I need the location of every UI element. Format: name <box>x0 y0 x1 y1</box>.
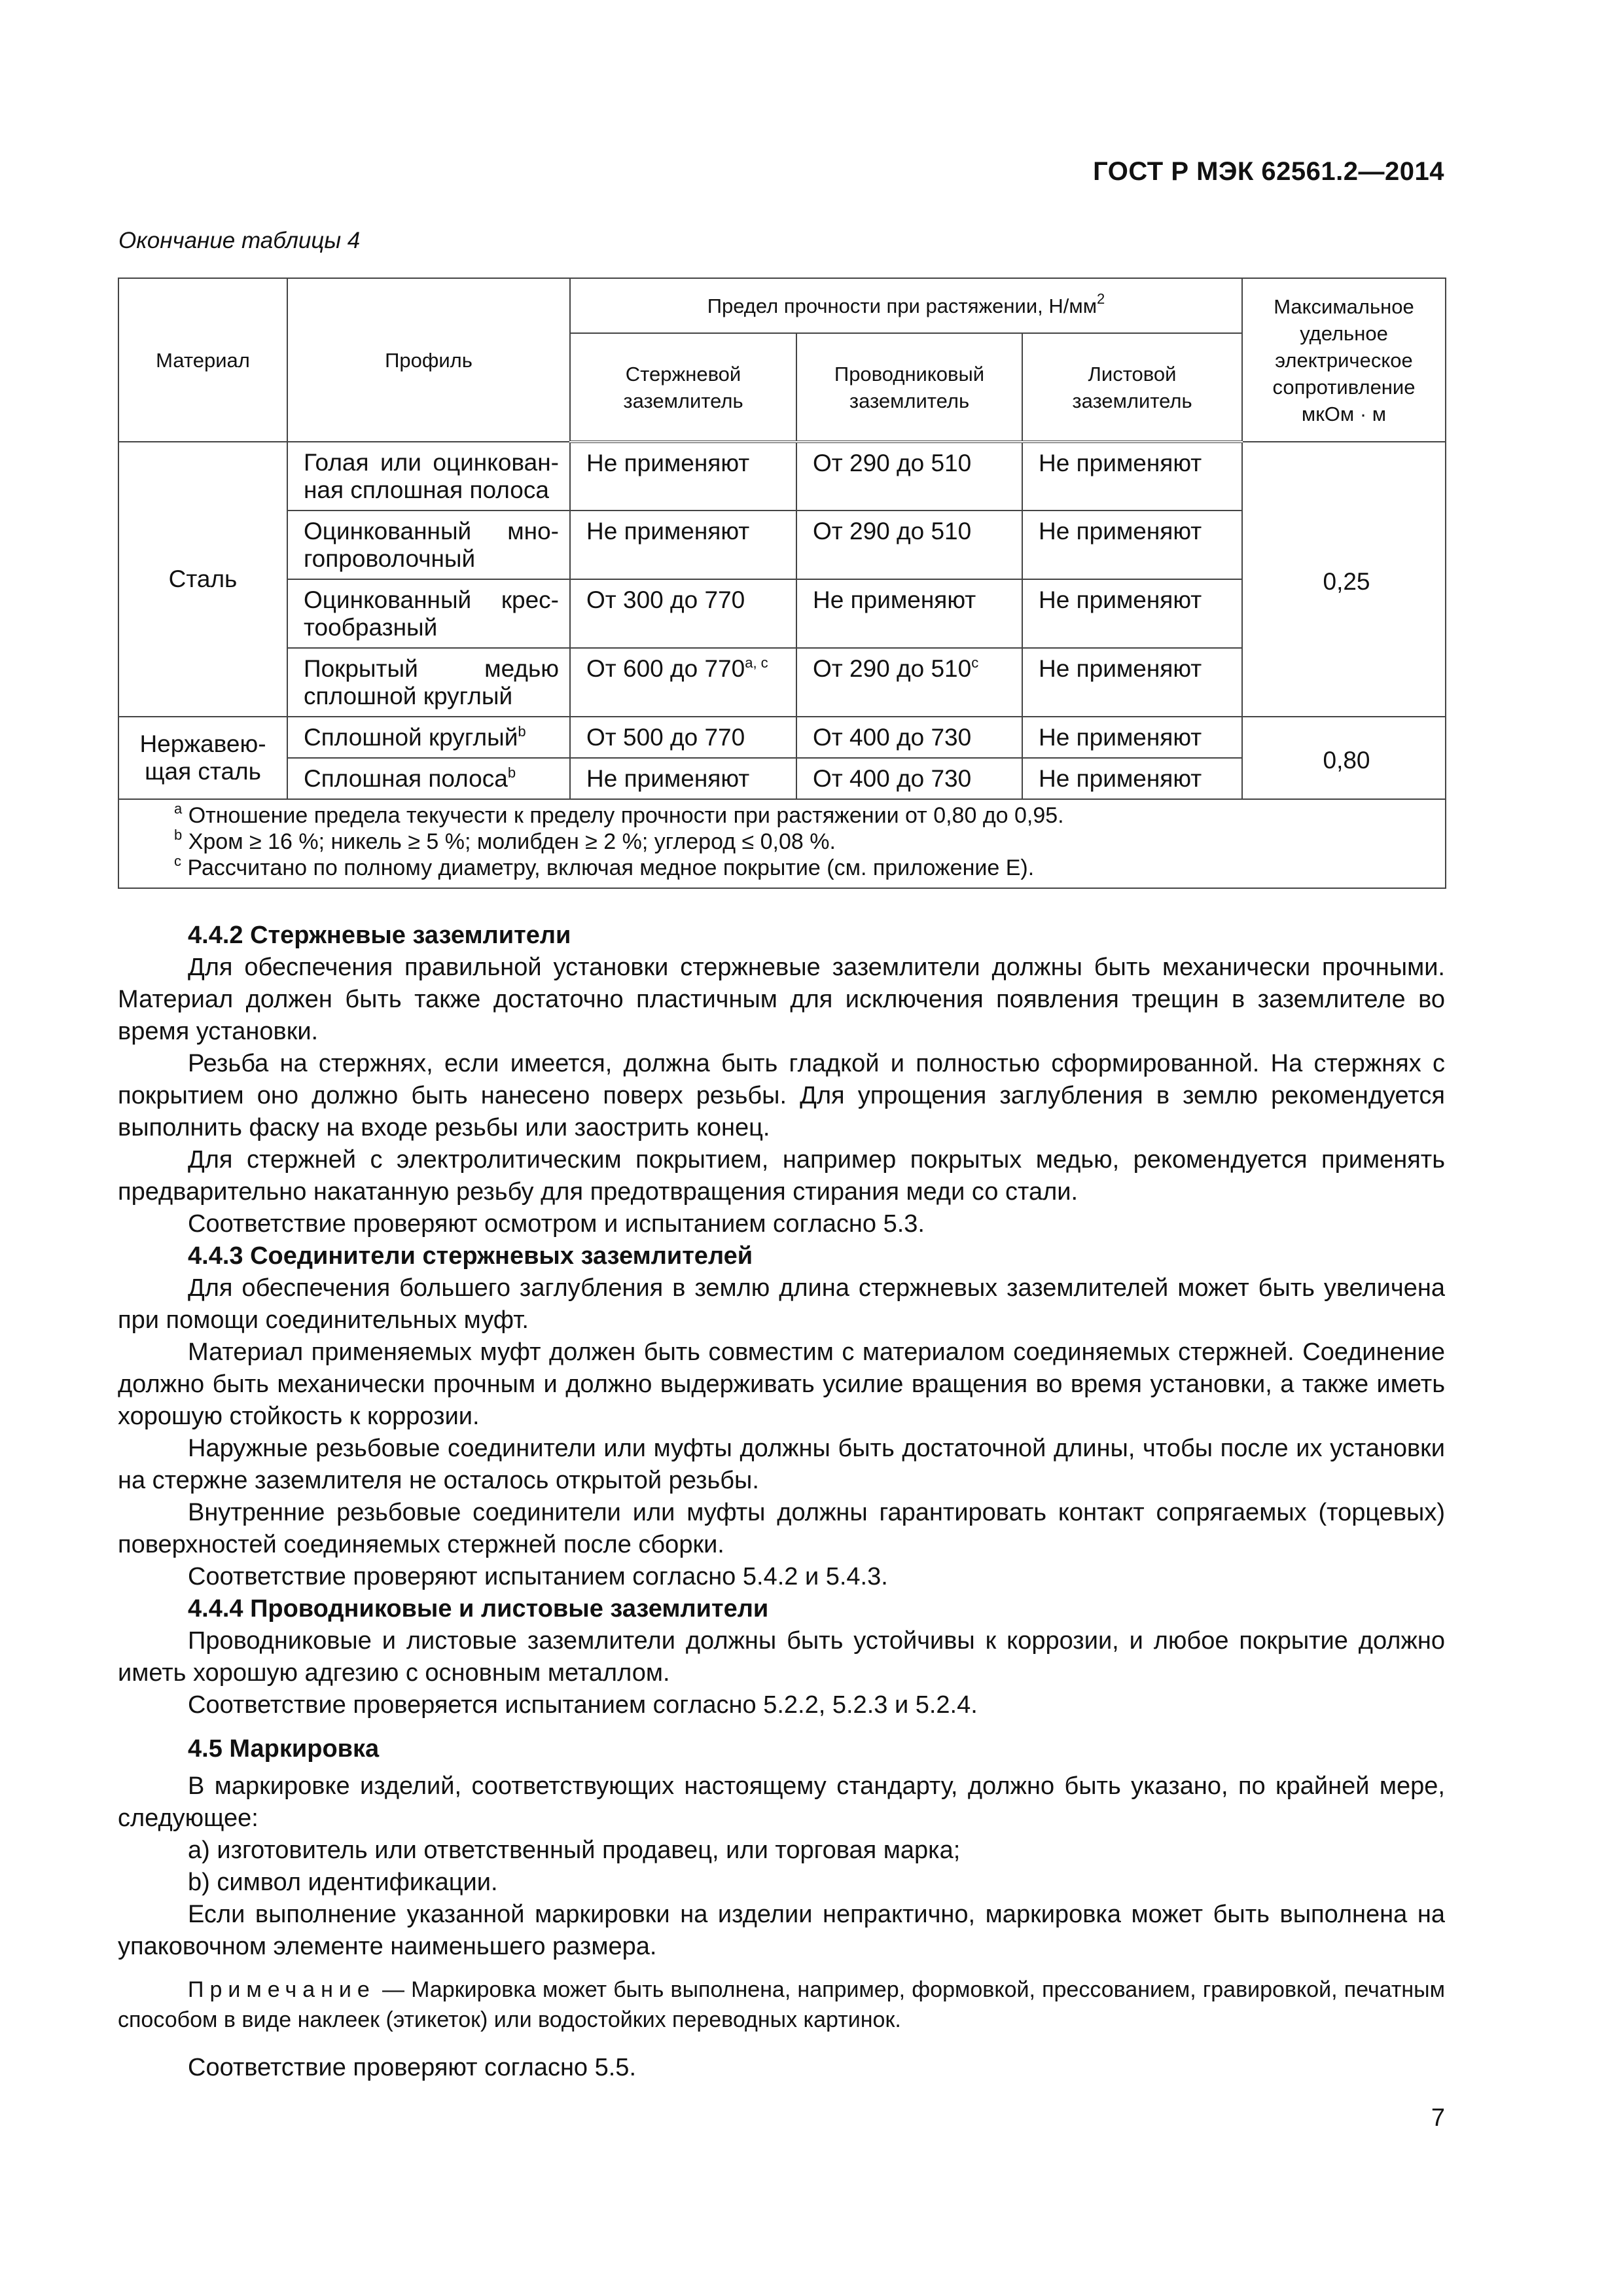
list-item: b) символ идентификации. <box>188 1869 498 1896</box>
sheet-value: Не применяют <box>1022 717 1242 758</box>
resistivity-stainless: 0,80 <box>1242 717 1446 799</box>
header-sheet: Листовой заземлитель <box>1022 333 1242 442</box>
conductor-value: От 290 до $510^с$ <box>796 648 1022 717</box>
table-notes-row <box>118 799 1446 888</box>
rod-value: От 600 до $770^{а, с}$ <box>570 648 796 717</box>
paragraph: Если выполнение указанной маркировки на изделии непрактично, маркировка может быть выполнена на упаковочном элементе наименьшего размера. <box>118 1901 1445 1960</box>
profile-cell: Оцинкованный мно- гопроволочный <box>287 511 570 579</box>
material-steel: Сталь <box>118 442 287 717</box>
header-rod: Стержневой заземлитель <box>570 333 796 442</box>
section-4-4-2-title: 4.4.2 Стержневые заземлители <box>188 922 571 949</box>
paragraph: Внутренние резьбовые соединители или муфты должны гарантировать контакт сопрягаемых (торцевых) поверхностей соединяемых стержней после сборки. <box>118 1499 1445 1558</box>
sheet-value: Не применяют <box>1022 758 1242 799</box>
paragraph: Соответствие проверяется испытанием согласно 5.2.2, 5.2.3 и 5.2.4. <box>188 1691 978 1719</box>
paragraph: Для стержней с электролитическим покрытием, например покрытых медью, рекомендуется применять предварительно накатанную резьбу для предотвращения стирания меди со стали. <box>118 1146 1445 1206</box>
rod-value: Не применяют <box>570 442 796 511</box>
footnote-a: $^а$ Отношение предела текучести к пределу прочности при растяжении от 0,80 до 0,95. <box>174 800 1064 828</box>
paragraph: Соответствие проверяют испытанием согласно 5.4.2 и 5.4.3. <box>188 1563 888 1590</box>
paragraph: Для обеспечения большего заглубления в землю длина стержневых заземлителей может быть увеличена при помощи соединительных муфт. <box>118 1274 1445 1334</box>
profile-cell: Покрытый медью сплошной круглый <box>287 648 570 717</box>
table-row <box>118 442 1446 511</box>
note-text: — Маркировка может быть выполнена, например, формовкой, прессованием, гравировкой, печатным способом в виде наклеек (этикеток) или водостойких переводных картинок. <box>118 1977 1445 2032</box>
paragraph: Соответствие проверяют согласно 5.5. <box>188 2054 637 2081</box>
rod-value: От 300 до 770 <box>570 579 796 648</box>
note-label: Примечание <box>188 1977 376 2002</box>
rod-value: Не применяют <box>570 511 796 579</box>
header-resistivity: Максимальное удельное электрическое сопротивление мкОм · м <box>1242 278 1446 442</box>
paragraph: Резьба на стержнях, если имеется, должна быть гладкой и полностью сформированной. На стержнях с покрытием оно должно быть нанесено поверх резьбы. Для упрощения заглубления в землю рекомендуется выполнить фаску на входе резьбы или заострить конец. <box>118 1050 1445 1141</box>
table-notes <box>118 799 1446 888</box>
footnote-b: $^b$ Хром ≥ 16 %; никель ≥ 5 %; молибден ≥ 2 %; углерод ≤ 0,08 %. <box>174 827 836 854</box>
sheet-value: Не применяют <box>1022 579 1242 648</box>
rod-value: Не применяют <box>570 758 796 799</box>
note <box>118 1975 1445 2035</box>
paragraph: Соответствие проверяют осмотром и испытанием согласно 5.3. <box>188 1210 925 1238</box>
section-4-4-4-title: 4.4.4 Проводниковые и листовые заземлители <box>188 1595 769 1623</box>
sheet-value: Не применяют <box>1022 648 1242 717</box>
profile-cell: Сплошная полоса$^b$ <box>287 758 570 799</box>
header-profile: Профиль <box>287 278 570 442</box>
paragraph: Материал применяемых муфт должен быть совместим с материалом соединяемых стержней. Соединение должно быть механически прочным и должно выдерживать усилие вращения во время установки, а также иметь хорошую стойкость к коррозии. <box>118 1338 1445 1430</box>
profile-cell: Оцинкованный крес- тообразный <box>287 579 570 648</box>
paragraph: Наружные резьбовые соединители или муфты должны быть достаточной длины, чтобы после их установки на стержне заземлителя не осталось открытой резьбы. <box>118 1435 1445 1494</box>
conductor-value: От 290 до 510 <box>796 511 1022 579</box>
profile-cell: Голая или оцинкован- ная сплошная полоса <box>287 442 570 511</box>
paragraph: Проводниковые и листовые заземлители должны быть устойчивы к коррозии, и любое покрытие должно иметь хорошую адгезию с основным металлом. <box>118 1627 1445 1687</box>
sheet-value: Не применяют <box>1022 442 1242 511</box>
conductor-value: От 290 до 510 <box>796 442 1022 511</box>
conductor-value: Не применяют <box>796 579 1022 648</box>
paragraph: Для обеспечения правильной установки стержневые заземлители должны быть механически прочными. Материал должен быть также достаточно пластичным для исключения появления трещин в заземлителе во время установки. <box>118 954 1445 1045</box>
section-4-4-3-title: 4.4.3 Соединители стержневых заземлителей <box>188 1242 753 1270</box>
conductor-value: От 400 до 730 <box>796 717 1022 758</box>
resistivity-steel: 0,25 <box>1242 442 1446 717</box>
conductor-value: От 400 до 730 <box>796 758 1022 799</box>
header-conductor: Проводниковый заземлитель <box>796 333 1022 442</box>
rod-value: От 500 до 770 <box>570 717 796 758</box>
page-number: 7 <box>1431 2104 1445 2132</box>
table-caption: Окончание таблицы 4 <box>118 228 361 253</box>
standard-id: ГОСТ Р МЭК 62561.2—2014 <box>1093 157 1444 186</box>
list-item: а) изготовитель или ответственный продавец, или торговая марка; <box>188 1837 961 1864</box>
table-4 <box>118 278 1446 889</box>
header-tensile: Предел прочности при растяжении, $Н/мм^2$ <box>570 278 1242 333</box>
body-text <box>118 920 1445 2084</box>
header-material: Материал <box>118 278 287 442</box>
sheet-value: Не применяют <box>1022 511 1242 579</box>
paragraph: В маркировке изделий, соответствующих настоящему стандарту, должно быть указано, по крайней мере, следующее: <box>118 1772 1445 1832</box>
section-4-5-title: 4.5 Маркировка <box>188 1735 380 1763</box>
profile-cell: Сплошной круглый$^b$ <box>287 717 570 758</box>
table-row <box>118 717 1446 758</box>
material-stainless: Нержавею- щая сталь <box>118 717 287 799</box>
footnote-c: $^с$ Рассчитано по полному диаметру, включая медное покрытие (см. приложение Е). <box>174 853 1035 880</box>
